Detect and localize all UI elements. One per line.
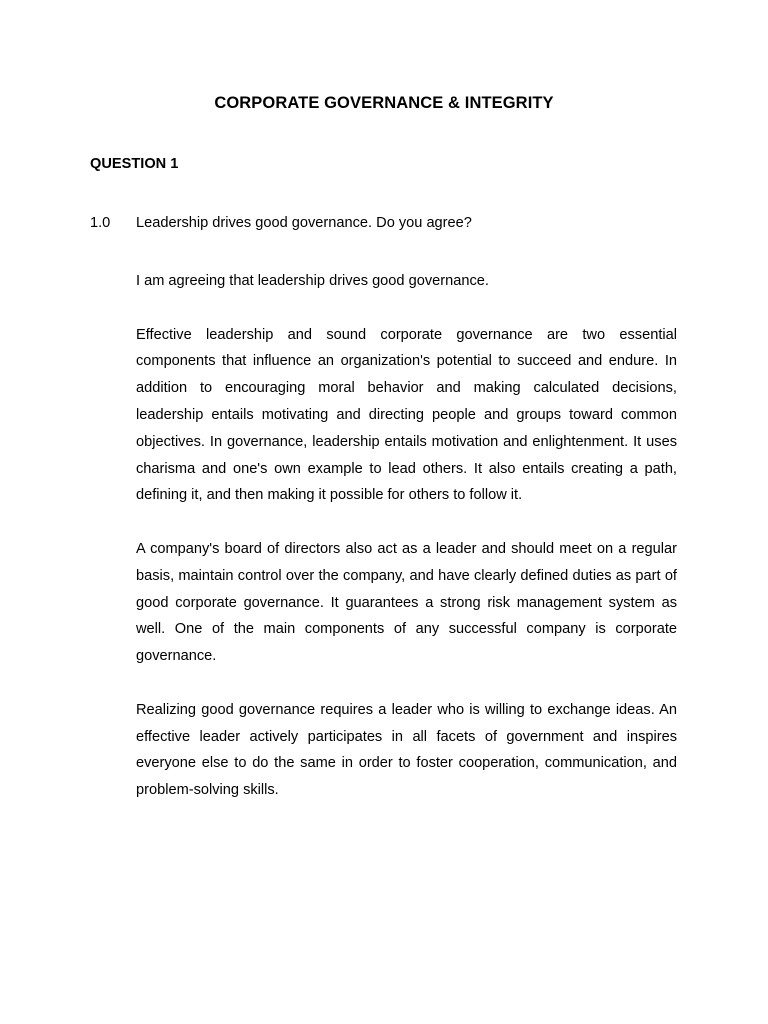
answer-body <box>136 268 677 831</box>
question-number: 1.0 <box>90 215 111 231</box>
paragraph-leadership-governance: Effective leadership and sound corporate governance are two essential components that influence an organization's potential to succeed and endure. In addition to encouraging moral behavior and making calculated decisions, leadership entails motivating and directing people and groups toward common objectives. In governance, leadership entails motivation and enlightenment. It uses charisma and one's own example to lead others. It also entails creating a path, defining it, and then making it possible for others to follow it. <box>136 326 677 504</box>
question-heading: QUESTION 1 <box>90 156 179 172</box>
paragraph-good-governance-leader: Realizing good governance requires a leader who is willing to exchange ideas. An effective leader actively participates in all facets of government and inspires everyone else to do the same in order to foster cooperation, communication, and problem-solving skills. <box>136 701 677 799</box>
document-title: CORPORATE GOVERNANCE & INTEGRITY <box>214 94 554 112</box>
question-text: Leadership drives good governance. Do you agree? <box>136 215 472 231</box>
answer-statement: I am agreeing that leadership drives good governance. <box>136 273 489 289</box>
paragraph-board-of-directors: A company's board of directors also act as a leader and should meet on a regular basis, maintain control over the company, and have clearly defined duties as part of good corporate governance. It guarantees a strong risk management system as well. One of the main components of any successful company is corporate governance. <box>136 540 677 665</box>
